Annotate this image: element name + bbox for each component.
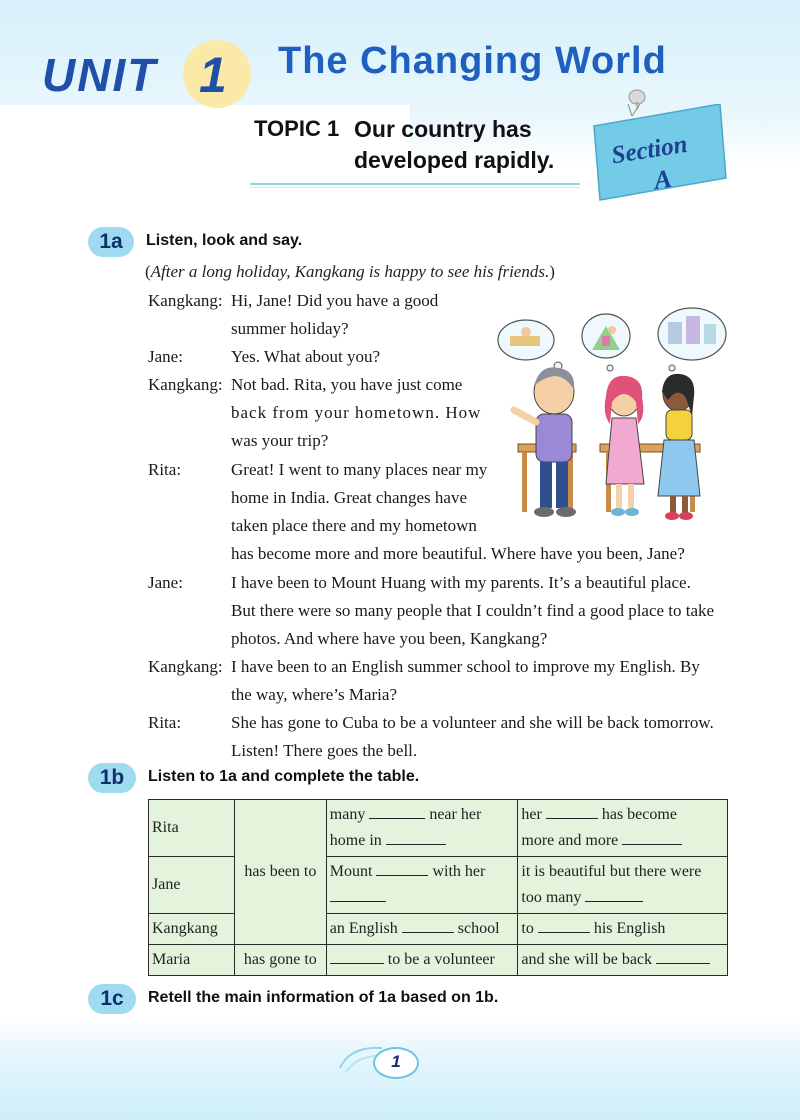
activity-title-1c: Retell the main information of 1a based on 1b. [148, 989, 499, 1006]
unit-number: 1 [199, 47, 227, 103]
dialogue-line: I have been to an English summer school to improve my English. By [231, 657, 700, 676]
answer-blank[interactable] [656, 949, 710, 964]
section-word: Section [609, 130, 690, 170]
answer-blank[interactable] [330, 949, 384, 964]
dialogue-line: has become more and more beautiful. Where have you been, Jane? [231, 544, 685, 563]
table-cell: many near her home in [326, 800, 518, 857]
table-cell: an English school [326, 914, 518, 945]
answer-blank[interactable] [330, 887, 386, 902]
speaker: Rita: [148, 713, 182, 732]
page-number: 1 [391, 1052, 401, 1071]
dialogue-line: home in India. Great changes have [231, 488, 468, 507]
topic-divider-light [250, 187, 580, 188]
answer-blank[interactable] [376, 861, 428, 876]
topic-divider [250, 183, 580, 185]
speaker: Kangkang: [148, 657, 223, 676]
dialogue-illustration [496, 306, 736, 531]
table-row [149, 800, 728, 857]
table-cell-name: Rita [149, 800, 235, 857]
activity-title-1a: Listen, look and say. [146, 232, 303, 249]
speaker: Jane: [148, 347, 183, 366]
section-sign [590, 104, 728, 196]
topic-label: TOPIC 1 [254, 116, 340, 141]
dialogue-line: summer holiday? [231, 319, 349, 338]
dialogue-line: the way, where’s Maria? [231, 685, 397, 704]
table-cell: Mount with her [326, 857, 518, 914]
dialogue-line: I have been to Mount Huang with my parents. It’s a beautiful place. [231, 573, 691, 592]
speaker: Jane: [148, 573, 183, 592]
answer-blank[interactable] [622, 830, 682, 845]
table-cell-name: Kangkang [149, 914, 235, 945]
table-cell-verb: has been to [234, 800, 326, 945]
unit-label: UNIT [42, 49, 158, 101]
table-cell-name: Maria [149, 945, 235, 976]
answer-blank[interactable] [585, 887, 643, 902]
answer-blank[interactable] [386, 830, 446, 845]
table-row [149, 945, 728, 976]
dialogue-line: Great! I went to many places near my [231, 460, 488, 479]
dialogue-line: But there were so many people that I couldn’t find a good place to take [231, 601, 715, 620]
table-cell-verb: has gone to [234, 945, 326, 976]
answer-blank[interactable] [546, 804, 598, 819]
speaker: Kangkang: [148, 291, 223, 310]
header-curve [0, 105, 410, 195]
dialogue-line: Listen! There goes the bell. [231, 741, 418, 760]
activity-badge-1a: 1a [88, 227, 134, 257]
table-cell: her has become more and more [518, 800, 728, 857]
activity-badge-1c: 1c [88, 984, 136, 1014]
dialogue-line: She has gone to Cuba to be a volunteer and she will be back tomorrow. [231, 713, 714, 732]
answer-blank[interactable] [402, 918, 454, 933]
topic-title: Our country has developed rapidly. [354, 116, 555, 173]
answer-blank[interactable] [369, 804, 425, 819]
dialogue-line: taken place there and my hometown [231, 516, 477, 535]
dialogue-line: Not bad. Rita, you have just come [231, 375, 463, 394]
completion-table [148, 799, 728, 976]
activity-title-1b: Listen to 1a and complete the table. [148, 768, 420, 785]
speaker: Rita: [148, 460, 182, 479]
dialogue-line: was your trip? [231, 431, 329, 450]
table-cell: to be a volunteer [326, 945, 518, 976]
table-cell: it is beautiful but there were too many [518, 857, 728, 914]
table-cell-name: Jane [149, 857, 235, 914]
table-cell: to his English [518, 914, 728, 945]
dialogue-line: Yes. What about you? [231, 347, 381, 366]
speaker: Kangkang: [148, 375, 223, 394]
activity-badge-1b: 1b [88, 763, 136, 793]
unit-title: The Changing World [278, 40, 667, 82]
section-letter: A [651, 163, 674, 196]
table-cell: and she will be back [518, 945, 728, 976]
dialogue-line: Hi, Jane! Did you have a good [231, 291, 439, 310]
dialogue-line: photos. And where have you been, Kangkang? [231, 629, 548, 648]
answer-blank[interactable] [538, 918, 590, 933]
dialogue-line: back from your hometown. How [231, 403, 482, 422]
dialogue-intro: (After a long holiday, Kangkang is happy to see his friends.) [145, 262, 555, 281]
